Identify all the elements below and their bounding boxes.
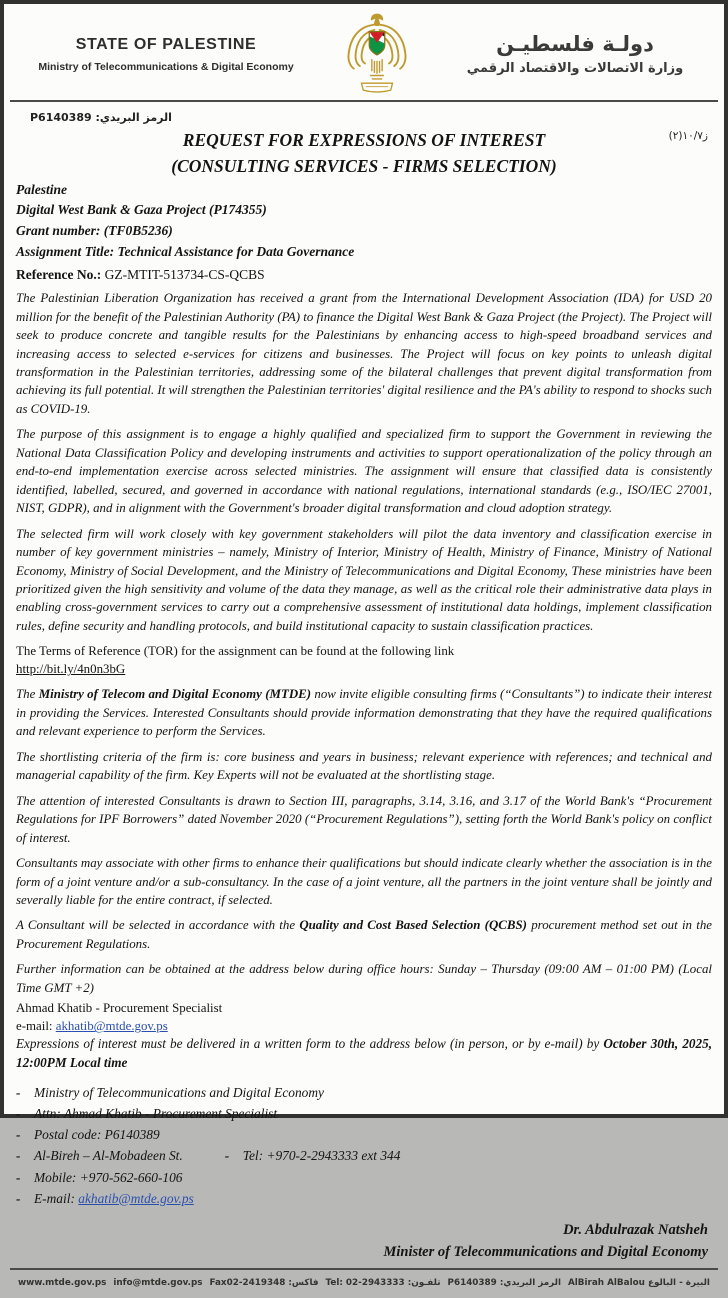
list-item — [16, 1104, 712, 1124]
invitation-pre: The — [16, 687, 39, 702]
page-title-line1: REQUEST FOR EXPRESSIONS OF INTEREST — [182, 130, 546, 150]
page-footer — [4, 1268, 724, 1298]
dash-bullet-icon: - — [224, 1148, 230, 1164]
footer-fax: فاكس: Fax02-2419348 — [209, 1277, 319, 1288]
reference-value: GZ-MTIT-513734-CS-QCBS — [101, 267, 265, 283]
footer-contact-strip — [4, 1270, 724, 1298]
paragraph-purpose: The purpose of this assignment is to engage a highly qualified and specialized firm to support the Government in reviewing the National Data Classification Policy and developing instruments and activities to support operationalization of the policy through an end-to-end implementation exercise across selected ministries. The assignment will ensure that classified data is consistently identified, labelled, secured, and governed in accordance with national regulations, international standards (e.g., ISO/IEC 27001, NIST, GDPR), and in alignment with the Government's broader digital transformation and cloud adoption strategy. — [16, 427, 712, 516]
palestine-eagle-emblem-icon — [331, 11, 423, 97]
list-item — [16, 1083, 712, 1103]
postal-code: الرمز البريدي: P6140389 — [30, 111, 172, 124]
paragraph-invitation — [16, 685, 712, 740]
qcbs-bold: Quality and Cost Based Selection (QCBS) — [299, 918, 527, 933]
document-body — [4, 102, 724, 1268]
paragraph-association: Consultants may associate with other firms to enhance their qualifications but should indicate clearly whether the association is in the form of a joint venture and/or a sub-consultancy. In the case of a joint venture, all the partners in the joint venture shall be jointly and severally liable for the entire contract, if selected. — [16, 856, 712, 907]
title-block — [16, 127, 712, 180]
list-item — [16, 1189, 712, 1209]
signatory-name: Dr. Abdulrazak Natsheh — [563, 1221, 708, 1238]
address-email-label: E-mail: — [34, 1190, 79, 1206]
footer-postal-code: الرمز البريدي: P6140389 — [447, 1277, 561, 1288]
email-label: e-mail: — [16, 1019, 56, 1034]
dash-bullet-icon: - — [16, 1085, 21, 1101]
deadline-pre: Expressions of interest must be delivered in a written form to the address below (in person, or by e-mail) by — [16, 1036, 604, 1052]
reference-label: Reference No.: — [16, 267, 102, 283]
address-email-row — [34, 1189, 194, 1209]
letterhead — [4, 4, 724, 100]
footer-website: www.mtde.gov.ps — [18, 1277, 107, 1288]
address-street: Al-Bireh – Al-Mobadeen St. — [34, 1148, 183, 1164]
country-line: Palestine — [16, 181, 67, 197]
org-name-ar: دولـة فلسطيـن — [496, 32, 654, 56]
signature-block — [20, 1219, 708, 1264]
signatory-title: Minister of Telecommunications and Digital Economy — [383, 1244, 708, 1261]
paragraph-grant: The Palestinian Liberation Organization has received a grant from the International Development Association (IDA) for USD 20 million for the benefit of the Palestinian Authority (PA) to finance the Digital West Bank & Gaza Project (the Project). The Project will seek to produce concrete and tangible results for the Palestinians by enhancing access to high-speed broadband services and increasing access to selected e-services for citizens and businesses. The Project will focus on key points to unleash digital transformation in the Palestinian territories, addressing some of the bilateral challenges that prevent digital transformation from achieving its full potential. It will strengthen the Palestinian territories' digital resilience and the PA's ability to respond to shocks such as COVID-19. — [16, 291, 712, 416]
footer-location: البيرة - البالوع AlBirah AlBalou — [567, 1277, 710, 1288]
paragraph-selected-firm: The selected firm will work closely with key government stakeholders will pilot the data inventory and classification exercise in number of key government ministries – namely, Ministry of Interior, Ministry of Health, Ministry of Finance, Ministry of National Economy, Ministry of Social Development, and the Ministry of Telecommunications and Digital Economy, These ministries have been prioritized given the high sensitivity and volume of the data they manage, as well as the critical role their administrative data plays in enabling cross-government services to carry out a comprehensive assessment of institutional data holdings, implement classification rules, define security and handling protocols, and build institutional capacity to sustain classification practices. — [16, 526, 712, 633]
assignment-line: Assignment Title: Technical Assistance for Data Governance — [16, 244, 355, 260]
tor-link[interactable]: http://bit.ly/4n0n3bG — [16, 662, 126, 677]
dash-bullet-icon: - — [16, 1148, 21, 1164]
contact-name: Ahmad Khatib - Procurement Specialist — [16, 1001, 223, 1016]
dash-bullet-icon: - — [16, 1127, 21, 1143]
postal-code-row — [30, 108, 712, 126]
letterhead-english — [20, 36, 312, 73]
address-mobile: Mobile: +970-562-660-106 — [34, 1169, 183, 1185]
qcbs-post: procurement method set out in the Procurement Regulations. — [16, 918, 712, 951]
address-attn: Attn: Ahmad Khatib - Procurement Specialist — [34, 1106, 278, 1122]
address-tel: Tel: +970-2-2943333 ext 344 — [242, 1148, 401, 1164]
project-line: Digital West Bank & Gaza Project (P174355) — [16, 202, 267, 218]
contact-email-row — [16, 1017, 712, 1035]
grant-line: Grant number: (TF0B5236) — [16, 223, 173, 239]
paragraph-attention: The attention of interested Consultants is drawn to Section III, paragraphs, 3.14, 3.16, and 3.17 of the World Bank's “Procurement Regulations for IPF Borrowers” dated November 2020 (“Procurement Regulations”), setting forth the World Bank's policy on conflict of interest. — [16, 793, 712, 845]
address-postal-code: Postal code: P6140389 — [34, 1127, 160, 1143]
corner-reference-number: ز١٠/٧(٢) — [668, 130, 708, 142]
letterhead-arabic — [442, 32, 708, 76]
page-title-line2: (CONSULTING SERVICES - FIRMS SELECTION) — [171, 156, 557, 177]
paragraph-further-info: Further information can be obtained at the address below during office hours: Sunday – Thursday (09:00 AM – 01:00 PM) (Local Time GMT +2) — [16, 962, 712, 995]
contact-email-link[interactable]: akhatib@mtde.gov.ps — [55, 1019, 168, 1034]
invitation-post: now invite eligible consulting firms (“Consultants”) to indicate their interest in providing the Services. Interested Consultants should provide information demonstrating that they have the required qualifications and relevant experience to perform the Services. — [16, 687, 713, 739]
dash-bullet-icon: - — [16, 1106, 21, 1122]
footer-email: info@mtde.gov.ps — [113, 1277, 203, 1288]
ministry-name-en: Ministry of Telecommunications & Digital Economy — [38, 60, 294, 73]
paragraph-selection-method — [16, 916, 712, 953]
tor-text: The Terms of Reference (TOR) for the assignment can be found at the following link — [16, 644, 455, 659]
reference-line — [16, 267, 712, 283]
footer-tel: تلفـون: Tel: 02-2943333 — [325, 1277, 441, 1288]
org-name-en: STATE OF PALESTINE — [75, 35, 257, 53]
qcbs-pre: A Consultant will be selected in accordance with the — [16, 918, 300, 933]
address-list — [16, 1083, 712, 1209]
paragraph-shortlisting: The shortlisting criteria of the firm is: core business and years in business; relevant experience with references; and technical and managerial capability of the firm. Key Experts will not be evaluated at the shortlisting stage. — [16, 749, 712, 783]
dash-bullet-icon: - — [16, 1190, 21, 1206]
address-email-link[interactable]: akhatib@mtde.gov.ps — [78, 1190, 194, 1206]
list-item — [16, 1125, 712, 1145]
dash-bullet-icon: - — [16, 1169, 21, 1185]
list-item — [16, 1168, 712, 1188]
ministry-name-ar: وزارة الاتصالات والاقتصاد الرقمي — [466, 61, 684, 76]
invitation-ministry-bold: Ministry of Telecom and Digital Economy (MTDE) — [38, 687, 312, 702]
list-item — [16, 1146, 712, 1166]
address-tel-group — [225, 1146, 401, 1166]
paragraph-deadline — [16, 1035, 712, 1073]
tor-link-row — [16, 660, 712, 678]
address-ministry: Ministry of Telecommunications and Digital Economy — [34, 1085, 324, 1101]
deadline-bold: October 30th, 2025, 12:00PM Local time — [16, 1036, 712, 1071]
